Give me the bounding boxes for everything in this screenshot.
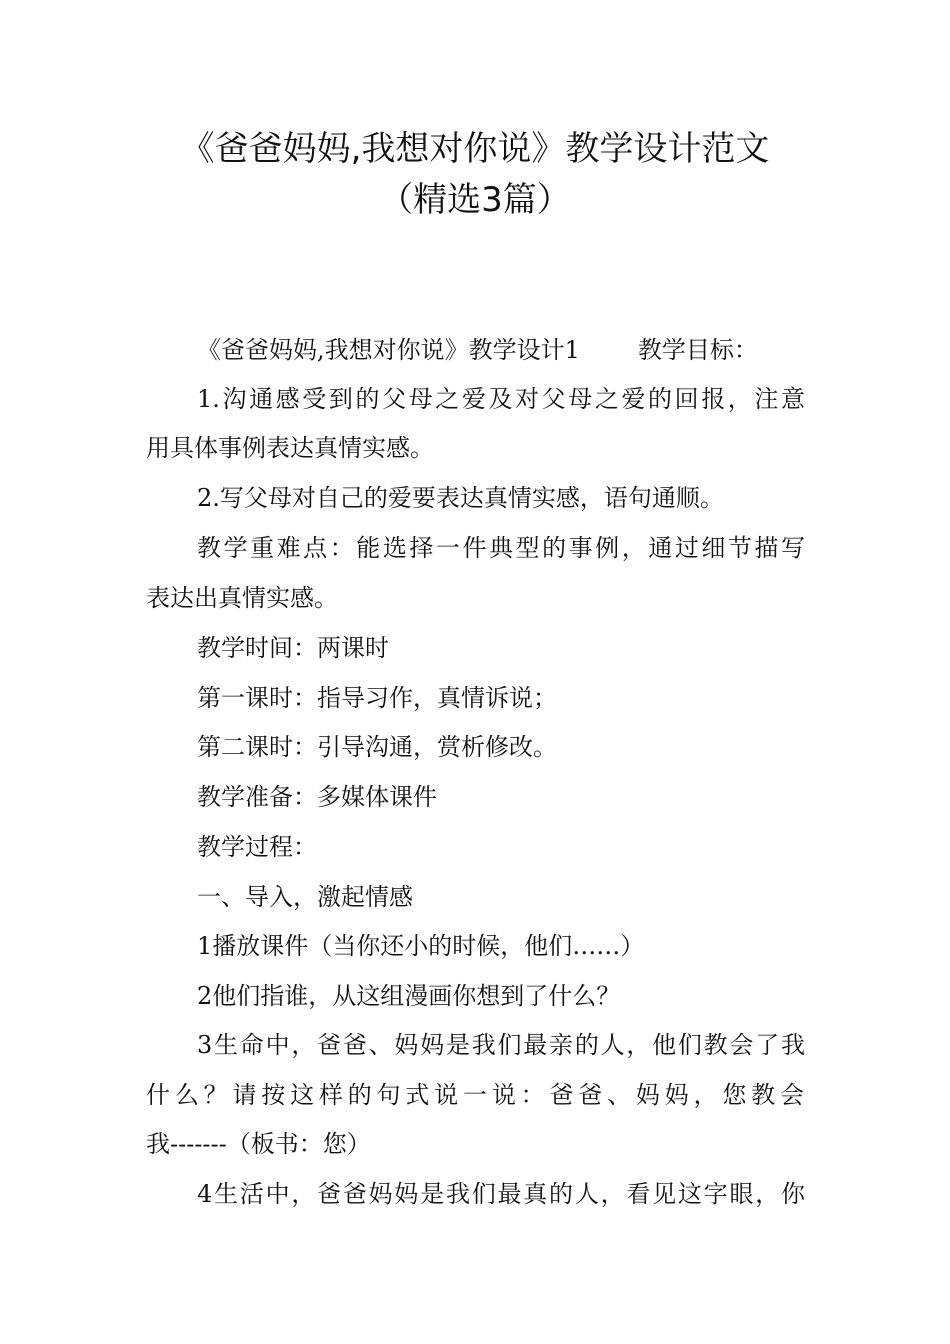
paragraph-line-heading bbox=[197, 338, 758, 362]
paragraph-line: 我-------（板书：您） bbox=[146, 1130, 371, 1158]
paragraph-line: 教学重难点：能选择一件典型的事例，通过细节描写 bbox=[197, 534, 805, 562]
paragraph-line: 1.沟通感受到的父母之爱及对父母之爱的回报，注意 bbox=[197, 385, 805, 413]
document-title-line-2: （精选3篇） bbox=[379, 180, 571, 220]
paragraph-line: 2他们指谁，从这组漫画你想到了什么？ bbox=[197, 982, 621, 1010]
paragraph-line: 教学过程： bbox=[197, 833, 317, 861]
design-heading: 《爸爸妈妈,我想对你说》教学设计1 bbox=[197, 336, 580, 364]
paragraph-line: 2.写父母对自己的爱要表达真情实感，语句通顺。 bbox=[197, 484, 724, 512]
paragraph-line: 第一课时：指导习作，真情诉说； bbox=[197, 684, 557, 712]
paragraph-line: 1播放课件（当你还小的时候，他们……） bbox=[197, 932, 645, 960]
paragraph-line: 用具体事例表达真情实感。 bbox=[146, 434, 434, 462]
paragraph-line: 3生命中，爸爸、妈妈是我们最亲的人，他们教会了我 bbox=[197, 1031, 805, 1059]
paragraph-line: 什么？请按这样的句式说一说：爸爸、妈妈，您教会 bbox=[146, 1081, 804, 1109]
paragraph-line: 教学时间：两课时 bbox=[197, 634, 389, 662]
goals-label: 教学目标： bbox=[637, 336, 758, 364]
paragraph-line: 教学准备：多媒体课件 bbox=[197, 783, 437, 811]
document-title-line-1: 《爸爸妈妈,我想对你说》教学设计范文 bbox=[180, 129, 770, 169]
paragraph-line: 一、导入，激起情感 bbox=[197, 883, 413, 911]
paragraph-line: 4生活中，爸爸妈妈是我们最真的人，看见这字眼，你 bbox=[197, 1180, 805, 1208]
paragraph-line: 第二课时：引导沟通，赏析修改。 bbox=[197, 733, 557, 761]
paragraph-line: 表达出真情实感。 bbox=[146, 584, 338, 612]
